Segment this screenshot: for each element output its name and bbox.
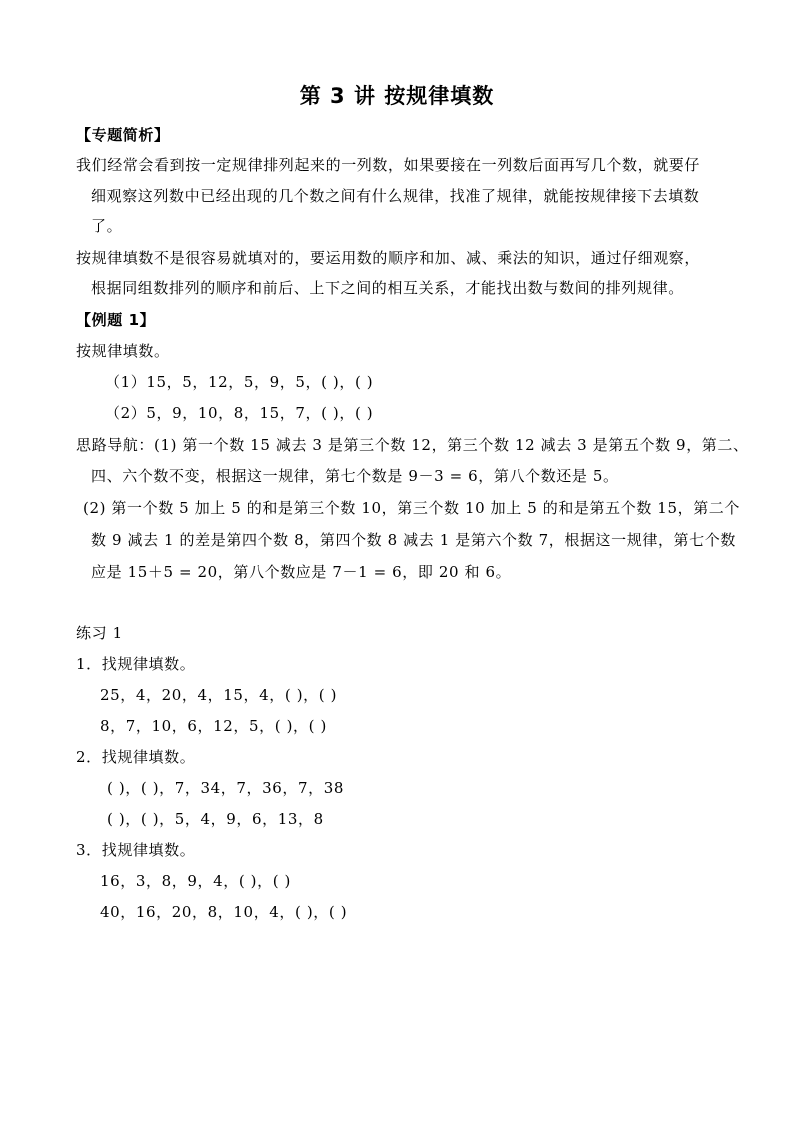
analysis-paragraph-1-line-1: 我们经常会看到按一定规律排列起来的一列数，如果要接在一列数后面再写几个数，就要仔 (76, 156, 701, 174)
example-1-solution-2-line-2: 数 9 减去 1 的差是第四个数 8，第四个数 8 减去 1 是第六个数 7，根据这一规律，第七个数 (91, 531, 736, 549)
analysis-paragraph-2-line-2: 根据同组数排列的顺序和前后、上下之间的相互关系，才能找出数与数间的排列规律。 (91, 279, 684, 297)
example-1-solution-1-line-1: 思路导航：(1) 第一个数 15 减去 3 是第三个数 12，第三个数 12 减去 3 是第五个数 9，第二、 (76, 436, 749, 454)
analysis-paragraph-1-line-2: 细观察这列数中已经出现的几个数之间有什么规律，找准了规律，就能按规律接下去填数 (91, 187, 700, 205)
page-title: 第 3 讲 按规律填数 (299, 84, 495, 108)
example-1-solution-1-line-2: 四、六个数不变，根据这一规律，第七个数是 9－3 = 6，第八个数还是 5。 (91, 467, 619, 485)
exercise-question-3-row-b: 40，16，20，8，10，4，( )，( ) (100, 903, 348, 921)
exercise-question-1-row-b: 8，7，10，6，12，5，( )，( ) (100, 717, 327, 735)
example-1-item-2: （2）5，9，10，8，15，7，( )，( ) (105, 404, 374, 422)
analysis-paragraph-2-line-1: 按规律填数不是很容易就填对的，要运用数的顺序和加、减、乘法的知识，通过仔细观察， (76, 249, 701, 267)
exercise-1-heading: 练习 1 (76, 624, 123, 642)
example-1-prompt: 按规律填数。 (76, 342, 170, 360)
example-1-item-1: （1）15，5，12，5，9，5，( )，( ) (105, 373, 374, 391)
analysis-heading: 【专题简析】 (76, 126, 170, 144)
example-1-solution-2-line-1: (2) 第一个数 5 加上 5 的和是第三个数 10，第三个数 10 加上 5 的和是第五个数 15，第二个 (83, 499, 740, 517)
exercise-question-3-row-a: 16，3，8，9，4，( )，( ) (100, 872, 292, 890)
exercise-question-1: 1．找规律填数。 (76, 655, 196, 673)
exercise-question-2: 2．找规律填数。 (76, 748, 196, 766)
exercise-question-1-row-a: 25，4，20，4，15，4，( )，( ) (100, 686, 338, 704)
exercise-question-2-row-a: ( )，( )，7，34，7，36，7，38 (107, 779, 345, 797)
exercise-question-2-row-b: ( )，( )，5，4，9，6，13，8 (107, 810, 324, 828)
example-1-solution-2-line-3: 应是 15＋5 = 20，第八个数应是 7－1 = 6，即 20 和 6。 (91, 563, 512, 581)
example-1-heading: 【例题 1】 (76, 311, 156, 329)
analysis-paragraph-1-line-3: 了。 (91, 217, 123, 235)
exercise-question-3: 3．找规律填数。 (76, 841, 196, 859)
